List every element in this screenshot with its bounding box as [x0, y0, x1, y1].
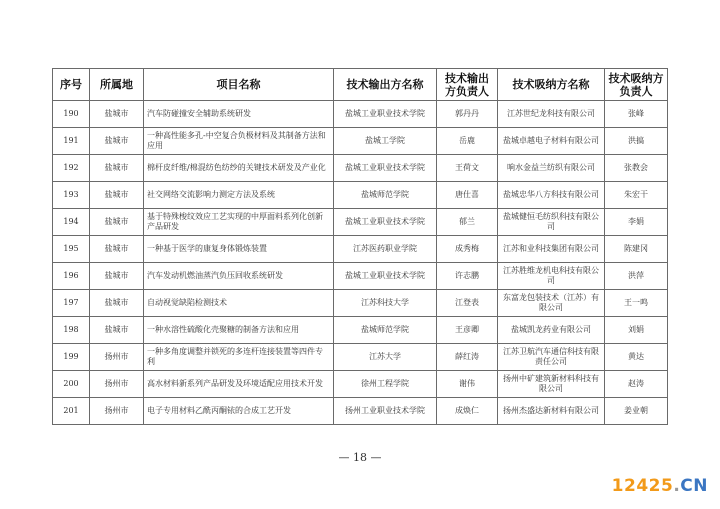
cell-provider-name: 扬州工业职业技术学院 [334, 398, 437, 425]
cell-project-name: 一种水溶性硫酸化壳聚糖的制备方法和应用 [144, 317, 334, 344]
cell-provider-lead: 江登表 [437, 290, 498, 317]
cell-provider-name: 盐城师范学院 [334, 182, 437, 209]
watermark-number: 12425 [611, 476, 674, 496]
cell-region: 盐城市 [90, 236, 144, 263]
cell-project-name: 汽车防碰撞安全辅助系统研发 [144, 101, 334, 128]
cell-project-name: 高水材料新系列产品研发及环境适配应用技术开发 [144, 371, 334, 398]
cell-provider-lead: 成秀梅 [437, 236, 498, 263]
cell-provider-lead: 郁兰 [437, 209, 498, 236]
cell-adopter-name: 盐城凯龙药业有限公司 [498, 317, 605, 344]
cell-provider-lead: 岳鹿 [437, 128, 498, 155]
cell-region: 盐城市 [90, 155, 144, 182]
cell-index: 201 [53, 398, 90, 425]
table-row [53, 344, 668, 371]
table-row [53, 128, 668, 155]
cell-index: 193 [53, 182, 90, 209]
table-header [53, 69, 668, 101]
cell-adopter-lead: 赵涛 [605, 371, 668, 398]
cell-region: 盐城市 [90, 101, 144, 128]
cell-region: 盐城市 [90, 263, 144, 290]
cell-adopter-name: 盐城健恒毛纺织科技有限公司 [498, 209, 605, 236]
cell-provider-name: 徐州工程学院 [334, 371, 437, 398]
cell-region: 扬州市 [90, 344, 144, 371]
cell-provider-lead: 薛红涛 [437, 344, 498, 371]
cell-provider-lead: 郭丹丹 [437, 101, 498, 128]
table-row [53, 263, 668, 290]
cell-index: 199 [53, 344, 90, 371]
cell-project-name: 一种高性能多孔-中空复合负极材料及其制备方法和应用 [144, 128, 334, 155]
table-row [53, 317, 668, 344]
cell-project-name: 一种基于医学的康复身体锻炼装置 [144, 236, 334, 263]
cell-provider-name: 盐城工学院 [334, 128, 437, 155]
cell-project-name: 社交网络交流影响力测定方法及系统 [144, 182, 334, 209]
header-region: 所属地 [90, 69, 144, 101]
cell-provider-lead: 成焕仁 [437, 398, 498, 425]
header-adopter-lead: 技术吸纳方负责人 [605, 69, 668, 101]
cell-adopter-name: 扬州杰盛达新材料有限公司 [498, 398, 605, 425]
table-row [53, 101, 668, 128]
cell-adopter-name: 江苏胜维龙机电科技有限公司 [498, 263, 605, 290]
cell-adopter-lead: 黄达 [605, 344, 668, 371]
table-row [53, 182, 668, 209]
cell-adopter-lead: 张峰 [605, 101, 668, 128]
cell-region: 盐城市 [90, 128, 144, 155]
cell-adopter-lead: 张教会 [605, 155, 668, 182]
cell-provider-lead: 许志鹏 [437, 263, 498, 290]
page-number: — 18 — [338, 451, 382, 464]
table-body [53, 101, 668, 425]
cell-adopter-lead: 姜业朝 [605, 398, 668, 425]
cell-index: 196 [53, 263, 90, 290]
cell-adopter-lead: 刘娟 [605, 317, 668, 344]
cell-adopter-name: 盐城卓越电子材料有限公司 [498, 128, 605, 155]
cell-adopter-name: 响水金益兰纺织有限公司 [498, 155, 605, 182]
cell-provider-name: 盐城工业职业技术学院 [334, 101, 437, 128]
cell-provider-lead: 唐仕喜 [437, 182, 498, 209]
project-table [52, 68, 668, 425]
cell-adopter-lead: 王一鸣 [605, 290, 668, 317]
cell-provider-name: 江苏大学 [334, 344, 437, 371]
header-project-name: 项目名称 [144, 69, 334, 101]
watermark-dot: . [673, 476, 681, 496]
cell-region: 盐城市 [90, 317, 144, 344]
cell-provider-name: 江苏医药职业学院 [334, 236, 437, 263]
table-row [53, 290, 668, 317]
cell-adopter-name: 江苏卫航汽车通信科技有限责任公司 [498, 344, 605, 371]
cell-adopter-name: 扬州中矿建筑新材料科技有限公司 [498, 371, 605, 398]
cell-provider-name: 盐城工业职业技术学院 [334, 263, 437, 290]
cell-index: 195 [53, 236, 90, 263]
cell-adopter-lead: 李娟 [605, 209, 668, 236]
cell-adopter-name: 江苏世纪龙科技有限公司 [498, 101, 605, 128]
cell-provider-lead: 王彦卿 [437, 317, 498, 344]
cell-provider-name: 盐城工业职业技术学院 [334, 209, 437, 236]
cell-provider-name: 盐城工业职业技术学院 [334, 155, 437, 182]
cell-provider-lead: 王荷文 [437, 155, 498, 182]
table-row [53, 371, 668, 398]
cell-index: 192 [53, 155, 90, 182]
cell-region: 盐城市 [90, 209, 144, 236]
cell-index: 191 [53, 128, 90, 155]
cell-project-name: 汽车发动机燃油蒸汽负压回收系统研发 [144, 263, 334, 290]
cell-adopter-name: 东富龙包装技术（江苏）有限公司 [498, 290, 605, 317]
cell-index: 198 [53, 317, 90, 344]
cell-provider-lead: 谢伟 [437, 371, 498, 398]
cell-provider-name: 江苏科技大学 [334, 290, 437, 317]
cell-adopter-lead: 洪搞 [605, 128, 668, 155]
cell-index: 190 [53, 101, 90, 128]
cell-project-name: 基于特殊梭纹效应工艺实现的中厚面料系列化创新产品研发 [144, 209, 334, 236]
cell-adopter-name: 江苏和业科技集团有限公司 [498, 236, 605, 263]
cell-region: 扬州市 [90, 398, 144, 425]
cell-adopter-lead: 朱宏干 [605, 182, 668, 209]
header-row [53, 69, 668, 101]
cell-project-name: 棉杆皮纤维/棉混纺色纺纱的关键技术研发及产业化 [144, 155, 334, 182]
cell-region: 扬州市 [90, 371, 144, 398]
table-row [53, 209, 668, 236]
cell-adopter-name: 盐城忠华八方科技有限公司 [498, 182, 605, 209]
table-row [53, 398, 668, 425]
cell-region: 盐城市 [90, 182, 144, 209]
header-provider-name: 技术输出方名称 [334, 69, 437, 101]
cell-index: 200 [53, 371, 90, 398]
cell-index: 197 [53, 290, 90, 317]
header-provider-lead: 技术输出方负责人 [437, 69, 498, 101]
header-index: 序号 [53, 69, 90, 101]
cell-adopter-lead: 陈建冈 [605, 236, 668, 263]
cell-index: 194 [53, 209, 90, 236]
cell-region: 盐城市 [90, 290, 144, 317]
table-row [53, 236, 668, 263]
watermark-suffix: CN [680, 476, 708, 496]
cell-provider-name: 盐城师范学院 [334, 317, 437, 344]
table-row [53, 155, 668, 182]
cell-project-name: 电子专用材料乙酰丙酮铱的合成工艺开发 [144, 398, 334, 425]
site-watermark [612, 476, 708, 496]
cell-adopter-lead: 洪萍 [605, 263, 668, 290]
header-adopter-name: 技术吸纳方名称 [498, 69, 605, 101]
cell-project-name: 自动视觉缺陷检测技术 [144, 290, 334, 317]
cell-project-name: 一种多角度调整并锁死的多连杆连接装置等四件专利 [144, 344, 334, 371]
